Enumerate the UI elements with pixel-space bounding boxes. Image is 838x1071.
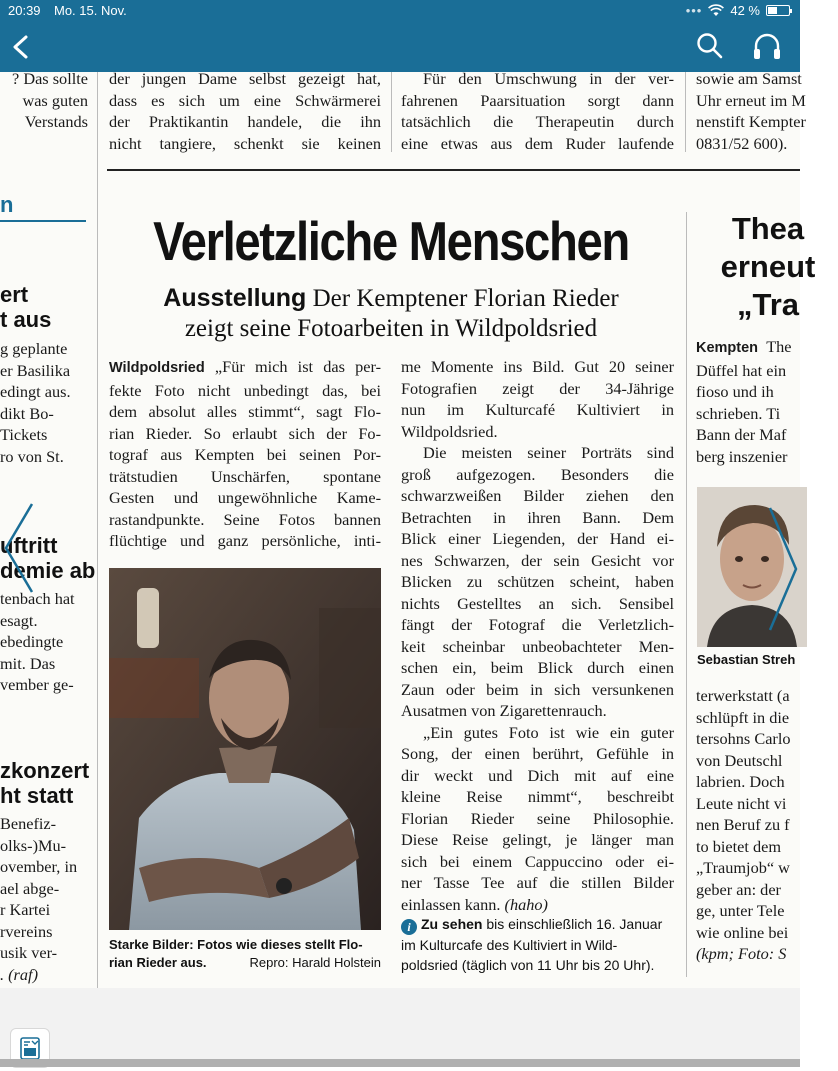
text-line: dass es sich um eine Schwärmerei [109,90,381,110]
text-line: Uhr erneut im M [696,90,806,110]
text-line: labrien. Doch [696,772,785,791]
article-column-1 [109,356,381,552]
text-line: von Deutschl [696,750,783,770]
right-article-headline [698,210,838,324]
text-line: esagt. [0,610,38,630]
text-line: tograf aus Kempten bei seinen Por- [109,445,381,464]
text-line: ro von St. [0,446,64,466]
text-line: der Praktikantin handele, die ihn [109,112,381,131]
left-article-2-body [0,588,88,696]
text-line: wie online bei [696,922,789,942]
left-article-1-body [0,338,88,467]
text-line: schlüpft in die [696,707,790,727]
text-line: rastandpunkte. Seine Fotos bannen [109,509,381,529]
text-line: nicht tangiere, schenkt sie keinen [109,133,381,153]
article-subheadline [100,283,682,344]
text-line [696,336,800,360]
text-line: „Tra [736,287,800,322]
text-line: dem absolut alles stimmt“, sagt Flo- [109,402,381,421]
caption-text: Starke Bilder: Fotos wie dieses stellt Flo- [109,937,363,952]
right-article-body-1 [696,336,800,467]
text-line: Verstands [24,112,88,131]
search-icon [694,30,726,62]
battery-icon [766,5,790,16]
text-line: ael abge- [0,878,60,898]
text-line: Gesten und ungewöhnliche Kame- [109,488,381,507]
section-rule [107,169,800,171]
text-line: nen Beruf zu f [696,815,790,834]
text-line: im Kulturcafe des Kultiviert in Wild- [401,937,618,953]
article-kicker: Ausstellung [163,284,307,312]
right-dateline: Kempten [696,340,759,356]
article-headline: Verletzliche Menschen [153,210,629,272]
text-line: Leute nicht vi [696,793,787,813]
text-line: Für den Umschwung in der ver- [423,69,674,88]
text-line: er Basilika [0,360,71,380]
text-line: Ausatmen von Zigarettenrauch. [401,701,607,720]
text-line: tatsächlich die Therapeutin durch [401,112,674,131]
text-line: ge, unter Tele [696,901,785,920]
text-line: tenbach hat [0,589,75,608]
photo-man-with-tattoos [109,568,381,930]
text-line: t aus [0,307,52,332]
text-line: schwarzweißen Bilder ziehen den [401,486,674,505]
battery-percent: 42 % [730,3,760,18]
text-line: Song, der einen berührt, Gefühle in [401,744,674,763]
text-span: „Für mich ist das per- [214,357,381,376]
text-line: uftritt [0,533,58,558]
text-line: was guten [22,90,88,110]
text-line: sich bei einem Cappuccino oder ei- [401,851,674,871]
multitask-dots: ••• [685,3,703,18]
text-line [109,356,381,380]
text-line: nichts Gestelltes an sich. Sensibel [401,593,674,613]
wifi-icon [708,5,724,17]
text-line: Wildpoldsried. [401,421,498,441]
text-line: trätstudien Unschärfen, spontane [109,466,381,486]
article-photo[interactable] [109,568,381,930]
text-line: nenstift Kempter [696,112,806,131]
text-line: kleine Reise nimmt“, beschreibt [401,787,674,806]
subhead-text-2: zeigt seine Fotoarbeiten in Wildpoldsried [184,315,598,342]
text-line: Blick einer Liegenden, der Hand ei- [401,529,674,548]
text-line: ovember, in [0,857,78,876]
caption-text: rian Rieder aus. [109,955,207,970]
text-line: terwerkstatt (a [696,686,790,705]
left-article-3-body [0,813,88,985]
text-line: (kpm; Foto: S [696,944,787,963]
text-line: rvereins [0,921,53,941]
text-line: Düffel hat ein [696,360,787,380]
audio-button[interactable] [750,30,784,62]
status-indicators [686,3,790,18]
text-line: groß aufgezogen. Besonders die [401,464,674,484]
text-line: dikt Bo- [0,403,54,423]
text-line: flüchtige und ganz persönliche, inti- [109,531,381,550]
subhead-text-1: Der Kemptener Florian Rieder [312,285,619,312]
top-column-2 [401,68,674,154]
text-line: geber an: der [696,879,781,899]
text-line: schen ein, beim Blick durch einen [401,658,674,677]
photo-credit: Repro: Harald Holstein [249,955,381,970]
text-line: olks-)Mu- [0,835,67,855]
text-line: berg inszenier [696,446,788,466]
back-button[interactable] [6,30,38,64]
status-time: 20:39 [8,3,41,18]
text-line: usik ver- [0,943,58,962]
text-line: g geplante [0,339,68,358]
right-article-body-2 [696,685,800,965]
text-line: me Momente ins Bild. Gut 20 seiner [401,357,674,376]
text-line: mit. Das [0,653,56,673]
text-line: „Ein gutes Foto ist wie ein guter [423,722,674,742]
scroll-edge [0,1059,800,1067]
search-button[interactable] [694,30,726,62]
column-rule [391,72,392,152]
info-label: Zu sehen [421,916,483,932]
next-page-arrow-icon[interactable] [764,504,800,634]
app-toolbar [0,0,800,72]
headphones-icon [750,30,784,62]
text-line: „Traumjob“ w [696,858,790,877]
text-line: Die meisten seiner Porträts sind [423,443,674,462]
info-text: bis einschließlich 16. Januar [486,916,663,932]
bottom-toolbar [0,988,800,1067]
text-line: demie ab [0,558,96,583]
text-line: Fotografien zeigt der 34-Jährige [401,378,674,398]
text-span: The [766,337,792,356]
column-rule [686,212,687,977]
text-line: Betrachten in ihren Bann. Dem [401,507,674,527]
text-line: zkonzert [0,758,90,783]
text-line: 0831/52 600). [696,133,788,153]
signature: (haho) [504,894,548,914]
text-line: poldsried (täglich von 11 Uhr bis 20 Uhr). [401,957,655,973]
text-line: Florian Rieder seine Philosophie. [401,808,674,828]
text-line: fekte Foto nicht unbedingt das, bei [109,380,381,400]
column-rule [685,72,686,152]
text-line: keit scheinbar unbeobachteter Men- [401,636,674,656]
article-dateline: Wildpoldsried [109,360,205,376]
text-line: sowie am Samst [696,69,802,88]
chevron-left-icon [6,30,38,64]
top-column-1 [109,68,381,154]
info-box [401,914,681,975]
text-line: nun im Kulturcafé Kultiviert in [401,400,674,419]
text-line: Bann der Maf [696,425,787,444]
text-line: Benefiz- [0,814,57,833]
text-line: fioso und ih [696,382,774,401]
article-column-2 [401,356,674,915]
text-line: dir weckt und Dich mit auf eine [401,765,674,785]
text-line: to bietet dem [696,836,781,856]
text-line: schrieben. Ti [696,403,781,423]
text-line: rian Rieder. So erlaubt sich der Fo- [109,423,381,443]
text-line [401,914,681,935]
photo-caption [109,936,381,972]
left-fragment-heading: n [0,192,14,217]
text-line: ner Tasse Tee auf die stillen Bilder [401,873,674,892]
text-line [401,894,674,916]
text-line: ert [0,282,29,307]
text-line: Thea [731,211,805,246]
text-line: fängt der Fotograf die Verletzlich- [401,615,674,634]
text-span: einlassen kann. [401,894,501,914]
newspaper-page [0,69,816,988]
left-article-1 [0,282,88,467]
text-line: tersohns Carlo [696,729,791,748]
text-line: fahrenen Paarsituation sorgt dann [401,90,674,110]
info-icon: i [401,919,417,935]
top-right-fragment [696,68,806,154]
text-line: der jungen Dame selbst gezeigt hat, [109,69,381,88]
text-line: ht statt [0,783,74,808]
previous-page-arrow-icon[interactable] [0,500,36,596]
text-line: eine etwas aus dem Ruder laufende [401,133,674,153]
text-line: edingt aus. [0,382,71,401]
section-rule-left [0,220,86,222]
status-date: Mo. 15. Nov. [54,3,127,18]
text-line: ? Das sollte [12,69,88,88]
left-article-3 [0,758,88,985]
text-line: Diese Reise gelingt, je länger man [401,830,674,849]
portrait-caption: Sebastian Streh [697,652,796,667]
top-left-fragment [0,68,88,133]
text-line: r Kartei [0,900,51,919]
signature: . (raf) [0,964,38,984]
text-line: ebedingte [0,632,64,651]
text-line: erneut [720,249,816,284]
text-line: vember ge- [0,675,74,694]
text-line: Zaun oder beim in sich versunkenen [401,679,674,699]
text-line: Blicken zu schützen scheint, haben [401,572,674,591]
column-rule [97,72,98,988]
text-line: Tickets [0,425,48,444]
text-line: nes Schwarzen, der sein Gesicht vor [401,550,674,570]
